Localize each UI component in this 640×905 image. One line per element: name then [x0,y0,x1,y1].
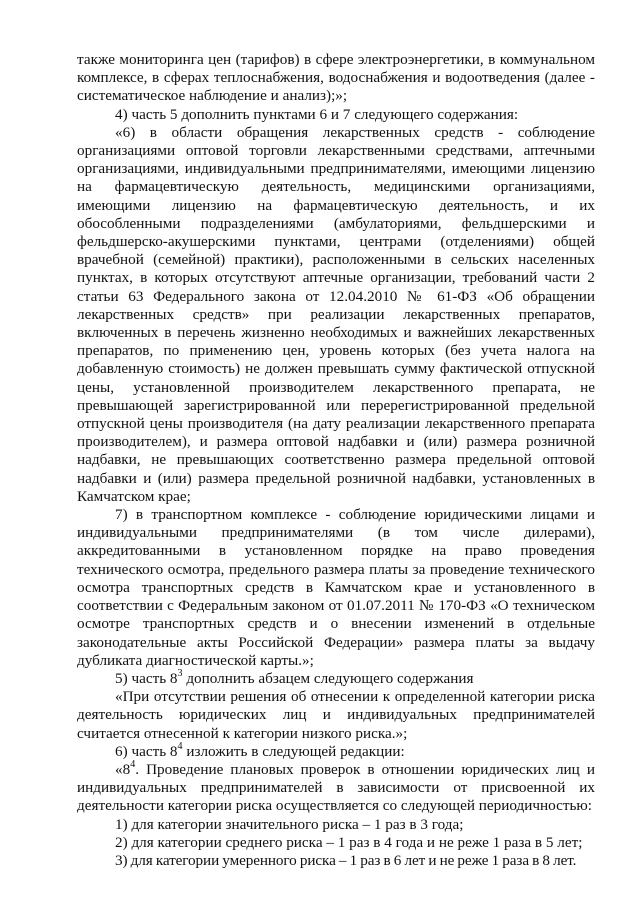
text-part: 5) часть 8 [115,669,178,687]
paragraph-item-7-transport: 7) в транспортном комплексе - соблюдение юридическими лицами и индивидуальными предпринимателями (в том числе дилерами), аккредитованными в установленном порядке на право проведения технического осмотра, предельного размера платы за проведение технического осмотра транспортных средств в Камчатском крае и установленного в соответствии с Федеральным законом от 01.07.2011 № 170-ФЗ «О техническом осмотре транспортных средств и о внесении изменений в отдельные законодательные акты Российской Федерации» размера платы за выдачу дубликата диагностической карты.»; [77,506,595,669]
list-item-moderate-risk: 3) для категории умеренного риска – 1 раз в 6 лет и не реже 1 раза в 8 лет. [115,851,577,869]
paragraph-scheduled-inspections [77,758,595,816]
paragraph-item-6 [77,740,595,761]
superscript: 4 [177,740,183,752]
paragraph-low-risk: «При отсутствии решения об отнесении к определенной категории риска деятельность юридических лиц и индивидуальных предпринимателей считается отнесенной к категории низкого риска.»; [77,688,595,742]
list-item-significant-risk: 1) для категории значительного риска – 1 раз в 3 года; [115,815,464,833]
paragraph-monitoring-continuation: также мониторинга цен (тарифов) в сфере электроэнергетики, в коммунальном комплексе, в сферах теплоснабжения, водоснабжения и водоотведения (далее - систематическое наблюдение и анализ);»; [77,51,595,105]
text-part: . Проведение плановых проверок в отношении юридических лиц и индивидуальных предпринимателей в зависимости от присвоенной их деятельности категории риска осуществляется со следующей периодичностью: [77,760,595,815]
text-part: «8 [115,760,131,778]
paragraph-item-5 [77,667,595,688]
text-part: 6) часть 8 [115,742,178,760]
list-item-medium-risk: 2) для категории среднего риска – 1 раз в 4 года и не реже 1 раза в 5 лет; [115,833,583,851]
paragraph-item-6-pharmacy: «6) в области обращения лекарственных средств - соблюдение организациями оптовой торговли лекарственными средствами, аптечными организациями, индивидуальными предпринимателями, имеющими лицензию на фармацевтическую деятельность, медицинскими организациями, имеющими лицензию на фармацевтическую деятельность, и их обособленными подразделениями (амбулаториями, фельдшерскими и фельдшерско-акушерскими пунктами, центрами (отделениями) общей врачебной (семейной) практики), расположенными в сельских населенных пунктах, в которых отсутствуют аптечные организации, требований части 2 статьи 63 Федерального закона от 12.04.2010 № 61-ФЗ «Об обращении лекарственных средств» при реализации лекарственных препаратов, включенных в перечень жизненно необходимых и важнейших лекарственных препаратов, по применению цен, уровень которых (без учета налога на добавленную стоимость) не должен превышать сумму фактической отпускной цены, установленной производителем лекарственного препарата, не превышающей зарегистрированной или перерегистрированной предельной отпускной цены производителя (на дату реализации лекарственного препарата производителем), и размера оптовой надбавки и (или) размера розничной надбавки, не превышающих соответственно размера предельной оптовой надбавки и (или) размера предельной розничной надбавки, установленных в Камчатском крае; [77,123,595,505]
text-part: изложить в следующей редакции: [182,742,405,760]
superscript: 3 [177,667,183,679]
text-part: дополнить абзацем следующего содержания [182,669,474,687]
document-page [77,51,595,870]
superscript: 4 [130,758,136,770]
paragraph-item-4: 4) часть 5 дополнить пунктами 6 и 7 следующего содержания: [115,105,519,123]
